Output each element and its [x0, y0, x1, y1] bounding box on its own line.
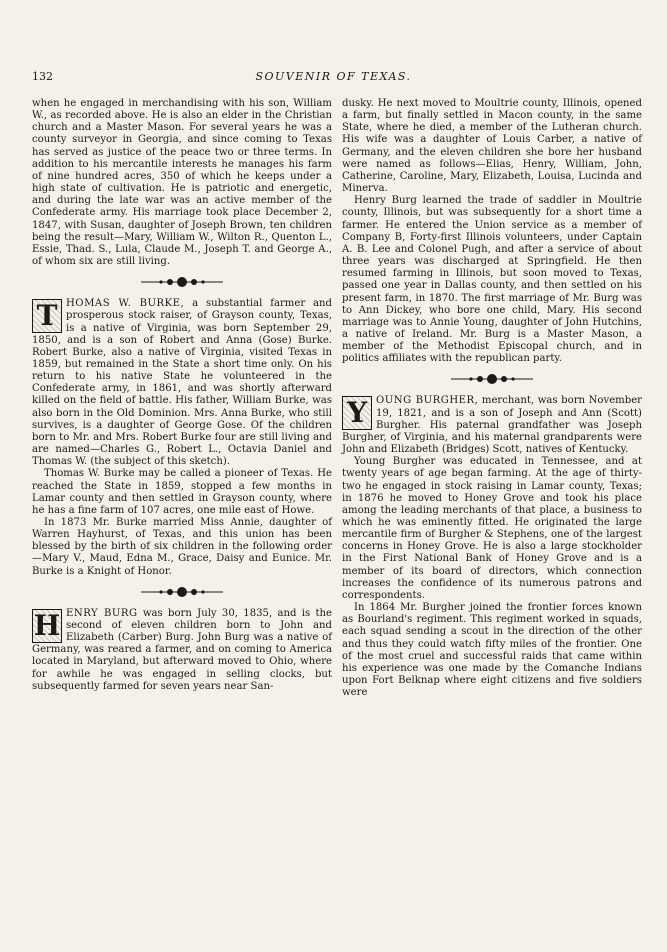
paragraph: In 1864 Mr. Burgher joined the frontier forces known as Bourland's regiment. This regiment worked in squads, each squad sending a scout in the direction of the other and thus they could watch fifty miles of the frontier. One of the most cruel and successful raids that came within his experience was one made by the Comanche Indians upon Fort Belknap where eight citizens and five soldiers were [342, 602, 642, 699]
drop-cap: T [32, 299, 62, 333]
right-column [342, 98, 642, 699]
page-header [0, 70, 667, 86]
drop-cap: H [33, 608, 61, 642]
entry-name: HOMAS W. BURKE, [66, 298, 185, 310]
paragraph: Young Burgher was educated in Tennessee, and at twenty years of age began farming. At the age of thirty-two he engaged in stock raising in Lamar county, Texas; in 1876 he moved to Honey Grove and took his place among the leading merchants of that place, a business to which he was eminently fitted. He originated the large mercantile firm of Burgher & Stephens, one of the largest concerns in Honey Grove. He is also a large stockholder in the First National Bank of Honey Grove and is a member of its board of directors, which connection increases the confidence of its numerous patrons and correspondents. [342, 456, 642, 601]
entry-text: was born July 30, 1835, and is the second of eleven children born to John and Elizabeth (Carber) Burg. John Burg was a native of Germany, was reared a farmer, and on coming to America located in Maryland, but afterward moved to Ohio, where for awhile he was engaged in selling clocks, but subsequently farmed for seven years near San- [32, 607, 332, 692]
entry-name: OUNG BURGHER, [376, 395, 479, 407]
drop-cap: Y [342, 396, 372, 430]
running-title: SOUVENIR OF TEXAS. [255, 70, 412, 83]
entry-name: ENRY BURG [66, 607, 138, 619]
entry-paragraph [32, 298, 332, 468]
entry-text: merchant, was born November 19, 1821, and is a son of Joseph and Ann (Scott) Burgher. His paternal grandfather was Joseph Burgher, of Virginia, and his maternal grandparents were John and Elizabeth (Bridges) Scott, natives of Kentucky. [342, 395, 642, 456]
paragraph: Henry Burg learned the trade of saddler in Moultrie county, Illinois, but was subsequently for a short time a farmer. He entered the Union service as a member of Company B, Forty-first Illinois volunteers, under Captain A. B. Lee and Colonel Pugh, and after a service of about three years was discharged at Springfield. He then resumed farming in Illinois, but soon moved to Texas, passed one year in Dallas county, and then settled on his present farm, in 1870. The first marriage of Mr. Burg was to Ann Dickey, who bore one child, Mary. His second marriage was to Annie Young, daughter of John Hutchins, a native of Ireland. Mr. Burg is a Master Mason, a member of the Methodist Episcopal church, and in politics affiliates with the republican party. [342, 195, 642, 365]
entry-burg [32, 608, 332, 693]
entry-text: a substantial farmer and prosperous stock raiser, of Grayson county, Texas, is a native of Virginia, was born September 29, 1850, and is a son of Robert and Anna (Gose) Burke. Robert Burke, also a native of Virginia, visited Texas in 1859, but remained in the State a short time only. On his return to his native State he volunteered in the Confederate army, in 1861, and was shortly afterward killed on the field of battle. His father, William Burke, was also born in the Old Dominion. Mrs. Anna Burke, who still survives, is a daughter of George Gose. Of the children born to Mr. and Mrs. Robert Burke four are still living and are named—Charles G., Robert L., Octavia Daniel and Thomas W. (the subject of this sketch). [32, 298, 332, 468]
paragraph: dusky. He next moved to Moultrie county, Illinois, opened a farm, but finally settled in Macon county, in the same State, where he died, a member of the Lutheran church. His wife was a daughter of Louis Carber, a native of Germany, and the eleven children she bore her husband were named as follows—Elias, Henry, William, John, Catherine, Caroline, Mary, Elizabeth, Louisa, Lucinda and Minerva. [342, 98, 642, 195]
left-column [32, 98, 332, 693]
paragraph: when he engaged in merchandising with his son, William W., as recorded above. He is also an elder in the Christian church and a Master Mason. For several years he was a county surveyor in Georgia, and since coming to Texas has served as justice of the peace two or three terms. In addition to his mercantile interests he manages his farm of nine hundred acres, 350 of which he keeps under a high state of cultivation. He is patriotic and energetic, and during the late war was an active member of the Confederate army. His marriage took place December 2, 1847, with Susan, daughter of Joseph Brown, ten children being the result—Mary, William W., Wilton R., Quenton L., Essie, Thad. S., Lula, Claude M., Joseph T. and George A., of whom six are still living. [32, 98, 332, 268]
ornament-divider [32, 578, 332, 608]
entry-paragraph [32, 608, 332, 693]
entry-burke [32, 298, 332, 578]
entry-burgher [342, 395, 642, 699]
paragraph: In 1873 Mr. Burke married Miss Annie, daughter of Warren Hayhurst, of Texas, and this union has been blessed by the birth of six children in the following order—Mary V., Maud, Edna M., Grace, Daisy and Eunice. Mr. Burke is a Knight of Honor. [32, 517, 332, 577]
ornament-divider [342, 365, 642, 395]
paragraph: Thomas W. Burke may be called a pioneer of Texas. He reached the State in 1859, stopped a few months in Lamar county and then settled in Grayson county, where he has a fine farm of 107 acres, one mile east of Howe. [32, 468, 332, 516]
ornament-divider [32, 268, 332, 298]
page-number: 132 [32, 70, 53, 83]
entry-paragraph [342, 395, 642, 456]
